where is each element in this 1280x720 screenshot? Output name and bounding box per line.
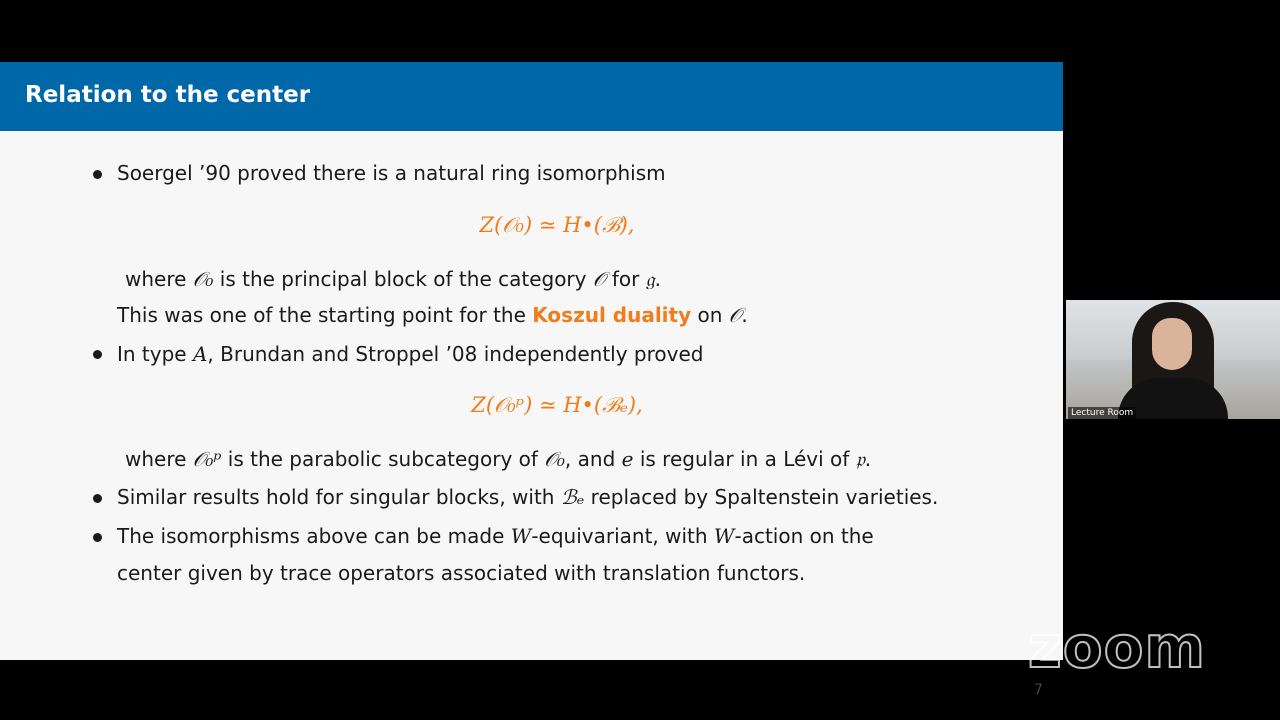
bullet-dot <box>93 494 102 503</box>
math-O0: 𝒪₀ <box>544 447 565 471</box>
math-O: 𝒪 <box>592 267 606 291</box>
where-end: . <box>864 447 872 471</box>
koszul-prefix: This was one of the starting point for the <box>117 303 533 327</box>
math-Be: ℬₑ <box>560 485 585 509</box>
koszul-duality-term: Koszul duality <box>532 303 692 327</box>
bullet1-text <box>117 161 666 185</box>
bullet1-where-line <box>125 267 661 291</box>
bullet2-text <box>117 342 703 366</box>
zoom-logo: zoom <box>1028 613 1206 681</box>
math-W: W <box>510 524 532 548</box>
formula-soergel: Z(𝒪₀) ≃ H•(ℬ), <box>479 213 635 237</box>
where-tail: is regular in a Lévi of <box>633 447 856 471</box>
math-O-koszul: 𝒪 <box>728 303 742 327</box>
bullet3-suffix: replaced by Spaltenstein varieties. <box>584 485 939 509</box>
bullet2-prefix: In type <box>117 342 193 366</box>
math-O0p: 𝒪₀ᵖ <box>192 447 222 471</box>
participant-video-tile[interactable] <box>1066 300 1280 419</box>
where-end: . <box>654 267 661 291</box>
math-type-A: A <box>192 342 208 366</box>
bullet4-mid: -equivariant, with <box>531 524 714 548</box>
math-g: 𝔤 <box>645 267 655 291</box>
bullet2-suffix: , Brundan and Stroppel ’08 independently proved <box>207 342 704 366</box>
math-W: W <box>713 524 735 548</box>
bullet-dot <box>93 533 102 542</box>
participant-face <box>1152 318 1192 370</box>
where-prefix: where <box>125 267 193 291</box>
bullet1-sentence: Soergel ’90 proved there is a natural ring isomorphism <box>117 161 666 185</box>
math-e: e <box>621 447 634 471</box>
koszul-mid: on <box>691 303 729 327</box>
bullet-dot <box>93 350 102 359</box>
bullet4-line2: center given by trace operators associated with translation functors. <box>117 561 806 585</box>
slide-header <box>0 62 1063 131</box>
slide-title: Relation to the center <box>25 82 311 108</box>
bullet-dot <box>93 170 102 179</box>
bullet3-text <box>117 485 938 509</box>
bullet4-suffix: -action on the <box>734 524 874 548</box>
formula-brundan-stroppel: Z(𝒪₀ᵖ) ≃ H•(ℬₑ), <box>471 393 643 417</box>
where-mid: is the parabolic subcategory of <box>221 447 545 471</box>
where-mid: is the principal block of the category <box>213 267 593 291</box>
math-O0: 𝒪₀ <box>192 267 214 291</box>
bullet2-where-line <box>125 447 871 471</box>
bullet1-koszul-line <box>117 303 748 327</box>
where-for: for <box>605 267 646 291</box>
where-and: , and <box>564 447 622 471</box>
bullet3-prefix: Similar results hold for singular blocks, with <box>117 485 561 509</box>
participant-name-label: Lecture Room <box>1068 407 1136 419</box>
bullet4-line1 <box>117 524 874 548</box>
math-p: 𝔭 <box>855 447 865 471</box>
presentation-slide <box>0 62 1063 698</box>
koszul-end: . <box>741 303 748 327</box>
page-number: 7 <box>1034 682 1043 698</box>
where-prefix: where <box>125 447 193 471</box>
bullet4-prefix: The isomorphisms above can be made <box>117 524 511 548</box>
